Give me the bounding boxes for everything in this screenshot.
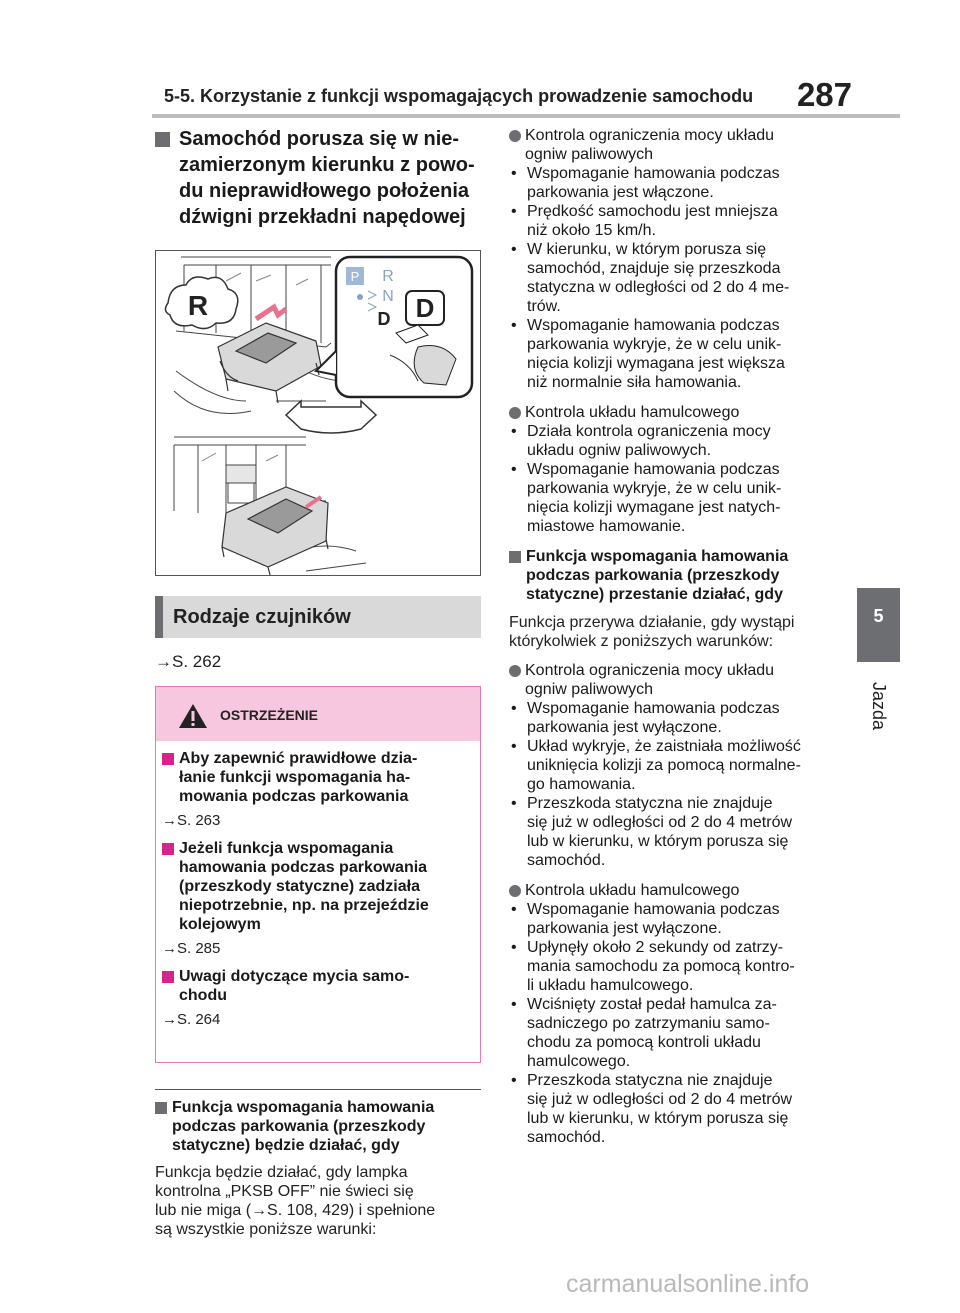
condition-item: [509, 422, 839, 460]
svg-text:D: D: [415, 293, 435, 323]
condition-item: [509, 995, 839, 1071]
bullet-dot-icon: •: [511, 461, 517, 478]
left-column: [155, 126, 481, 1239]
condition-title-line: Kontrola układu hamulcowego: [525, 882, 740, 899]
condition-item-line: parkowania wykryje, że w celu unik-: [527, 480, 782, 497]
condition-item-line: niż około 15 km/h.: [527, 222, 656, 239]
warning-line: mowania podczas parkowania: [179, 788, 409, 805]
motion-arrow-icon: [256, 307, 286, 319]
paragraph-line: są wszystkie poniższe warunki:: [155, 1221, 377, 1238]
condition-title: [509, 126, 839, 164]
condition-group: [509, 126, 839, 392]
condition-item: [509, 316, 839, 392]
subheading-line: statyczne) będzie działać, gdy: [172, 1137, 400, 1154]
svg-text:P: P: [350, 269, 360, 284]
pink-square-icon: [162, 753, 174, 765]
paragraph-line: lub nie miga (→S. 108, 429) i spełnione: [155, 1202, 436, 1219]
bullet-dot-icon: •: [511, 203, 517, 220]
paragraph-line: Funkcja będzie działać, gdy lampka: [155, 1164, 408, 1181]
bullet-dot-icon: •: [511, 423, 517, 440]
condition-title-line: Kontrola układu hamulcowego: [525, 404, 740, 421]
pink-square-icon: [162, 843, 174, 855]
bullet-dot-icon: •: [511, 241, 517, 258]
condition-item-line: trów.: [527, 298, 561, 315]
chapter-tab: 5: [857, 588, 900, 662]
divider: [155, 1089, 481, 1090]
condition-group: [509, 881, 839, 1147]
condition-item-line: parkowania wykryje, że w celu unik-: [527, 336, 782, 353]
condition-item-line: Upłynęły około 2 sekundy od zatrzy-: [527, 939, 784, 956]
bullet-circle-icon: [509, 130, 521, 142]
warning-line: kolejowym: [179, 916, 261, 933]
warning-line: hamowania podczas parkowania: [179, 859, 428, 876]
condition-group: [509, 403, 839, 536]
heading-square-icon: [155, 1102, 167, 1114]
right-column: [509, 126, 839, 1158]
condition-item: [509, 460, 839, 536]
condition-item: [509, 737, 839, 794]
condition-item-line: Wspomaganie hamowania podczas: [527, 901, 780, 918]
subheading-line: Funkcja wspomagania hamowania: [172, 1099, 435, 1116]
condition-item: [509, 240, 839, 316]
car-shift-illustration: [156, 251, 481, 576]
sensor-section-bar: [155, 596, 481, 638]
condition-item-line: niż normalnie siła hamowania.: [527, 374, 742, 391]
warning-triangle-icon: [178, 703, 208, 729]
car-top-shape: [218, 323, 321, 403]
svg-text:R: R: [187, 290, 209, 321]
condition-item-line: parkowania jest wyłączone.: [527, 719, 722, 736]
condition-item: [509, 938, 839, 995]
bullet-dot-icon: •: [511, 996, 517, 1013]
sensor-page-ref: →S. 262: [155, 652, 222, 671]
warning-body: [156, 741, 480, 1062]
warning-ref: →S. 264: [162, 1011, 221, 1028]
condition-item-line: Wspomaganie hamowania podczas: [527, 700, 780, 717]
bullet-dot-icon: •: [511, 939, 517, 956]
condition-item-line: Wciśnięty został pedał hamulca za-: [527, 996, 777, 1013]
condition-item-line: sadniczego po zatrzymaniu samo-: [527, 1015, 770, 1032]
heading-square-icon: [155, 132, 170, 147]
section-heading: [155, 126, 481, 230]
paragraph-line: którykolwiek z poniższych warunków:: [509, 633, 774, 650]
bullet-dot-icon: •: [511, 901, 517, 918]
warning-line: łanie funkcji wspomagania ha-: [179, 769, 411, 786]
warning-line: Jeżeli funkcja wspomagania: [179, 840, 394, 857]
condition-item-line: mania samochodu za pomocą kontro-: [527, 958, 795, 975]
warning-box: [155, 686, 481, 1063]
heading-line: Samochód porusza się w nie-: [179, 128, 460, 150]
subsection-heading: [155, 1098, 481, 1155]
bullet-dot-icon: •: [511, 1072, 517, 1089]
car-bottom-shape: [222, 487, 328, 575]
condition-item: [509, 699, 839, 737]
svg-text:D: D: [377, 309, 391, 329]
warning-title: OSTRZEŻENIE: [220, 707, 319, 723]
warning-item-heading: [162, 749, 474, 806]
condition-title: [509, 881, 839, 900]
bullet-circle-icon: [509, 885, 521, 897]
warning-line: Aby zapewnić prawidłowe dzia-: [179, 750, 418, 767]
condition-item: [509, 1071, 839, 1147]
illustration-figure: [155, 250, 481, 576]
condition-item-line: chodu za pomocą kontroli układu: [527, 1034, 761, 1051]
pink-square-icon: [162, 971, 174, 983]
condition-item-line: Wspomaganie hamowania podczas: [527, 165, 780, 182]
heading-line: du nieprawidłowego położenia: [179, 180, 470, 202]
warning-line: (przeszkody statyczne) zadziała: [179, 878, 420, 895]
condition-item-line: się już w odległości od 2 do 4 metrów: [527, 1091, 793, 1108]
warning-header: [156, 687, 480, 741]
page-number: 287: [796, 76, 852, 113]
condition-item: [509, 202, 839, 240]
svg-text:R: R: [382, 268, 394, 285]
section-title: 5-5. Korzystanie z funkcji wspomagających prowadzenie samochodu: [164, 86, 754, 106]
subheading-line: podczas parkowania (przeszkody: [172, 1118, 426, 1135]
condition-item-line: nięcia kolizji wymagane jest natych-: [527, 499, 781, 516]
condition-item-line: parkowania jest wyłączone.: [527, 920, 722, 937]
chapter-label: [862, 682, 894, 742]
paragraph-line: Funkcja przerywa działanie, gdy wystąpi: [509, 614, 795, 631]
condition-item-line: Działa kontrola ograniczenia mocy: [527, 423, 771, 440]
condition-group: [509, 661, 839, 870]
warning-item-heading: [162, 967, 474, 1005]
condition-item-line: W kierunku, w którym porusza się: [527, 241, 767, 258]
warning-ref: →S. 285: [162, 940, 221, 957]
condition-item-line: miastowe hamowanie.: [527, 518, 686, 535]
bullet-circle-icon: [509, 407, 521, 419]
condition-item-line: Układ wykryje, że zaistniała możliwość: [527, 738, 801, 755]
stop-heading-line: Funkcja wspomagania hamowania: [526, 548, 789, 565]
warning-ref: →S. 263: [162, 812, 221, 829]
warning-line: chodu: [179, 987, 227, 1004]
condition-item: [509, 164, 839, 202]
condition-item-line: statyczna w odległości od 2 do 4 me-: [527, 279, 790, 296]
sensor-section-title: Rodzaje czujników: [173, 606, 351, 628]
condition-title: [509, 661, 839, 699]
condition-item-line: Wspomaganie hamowania podczas: [527, 461, 780, 478]
thought-bubble-icon: [165, 277, 237, 329]
watermark: carmanualsonline.info: [566, 1270, 810, 1298]
bullet-dot-icon: •: [511, 317, 517, 334]
page-header: [152, 78, 852, 116]
condition-item-line: Wspomaganie hamowania podczas: [527, 317, 780, 334]
bullet-dot-icon: •: [511, 795, 517, 812]
condition-item-line: uniknięcia kolizji za pomocą normalne-: [527, 757, 801, 774]
condition-item-line: samochód.: [527, 1129, 606, 1146]
sensor-bar-accent: [155, 596, 163, 638]
heading-line: zamierzonym kierunku z powo-: [179, 154, 475, 176]
condition-item-line: samochód, znajduje się przeszkoda: [527, 260, 781, 277]
stop-heading-line: statyczne) przestanie działać, gdy: [526, 586, 783, 603]
shift-callout: [316, 257, 472, 397]
chapter-label-text: Jazda: [869, 682, 889, 731]
condition-item-line: nięcia kolizji wymagana jest większa: [527, 355, 785, 372]
condition-item-line: się już w odległości od 2 do 4 metrów: [527, 814, 793, 831]
paragraph-line: kontrolna „PKSB OFF” nie świeci się: [155, 1183, 414, 1200]
header-rule: [152, 114, 900, 118]
warning-item-heading: [162, 839, 474, 934]
condition-item: [509, 794, 839, 870]
condition-item-line: Prędkość samochodu jest mniejsza: [527, 203, 778, 220]
condition-item: [509, 900, 839, 938]
down-arrow-icon: [286, 401, 376, 433]
svg-text:N: N: [382, 288, 394, 305]
condition-title-line: ogniw paliwowych: [525, 681, 654, 698]
bullet-dot-icon: •: [511, 738, 517, 755]
condition-item-line: samochód.: [527, 852, 606, 869]
condition-title: [509, 403, 839, 422]
condition-item-line: hamulcowego.: [527, 1053, 631, 1070]
bullet-dot-icon: •: [511, 700, 517, 717]
bullet-dot-icon: •: [511, 165, 517, 182]
condition-title-line: Kontrola ograniczenia mocy układu: [525, 662, 775, 679]
subsection-paragraph: [155, 1163, 481, 1239]
condition-title-line: ogniw paliwowych: [525, 146, 654, 163]
condition-item-line: Przeszkoda statyczna nie znajduje: [527, 795, 773, 812]
stop-paragraph: [509, 613, 839, 651]
condition-item-line: lub w kierunku, w którym porusza się: [527, 1110, 789, 1127]
warning-line: Uwagi dotyczące mycia samo-: [179, 968, 410, 985]
stop-heading: [509, 547, 839, 604]
warning-line: niepotrzebnie, np. na przejeździe: [179, 897, 429, 914]
condition-item-line: parkowania jest włączone.: [527, 184, 714, 201]
condition-item-line: układu ogniw paliwowych.: [527, 442, 712, 459]
condition-item-line: li układu hamulcowego.: [527, 977, 694, 994]
condition-item-line: go hamowania.: [527, 776, 636, 793]
heading-line: dźwigni przekładni napędowej: [179, 206, 466, 228]
condition-item-line: lub w kierunku, w którym porusza się: [527, 833, 789, 850]
bullet-circle-icon: [509, 665, 521, 677]
stop-heading-line: podczas parkowania (przeszkody: [526, 567, 780, 584]
condition-item-line: Przeszkoda statyczna nie znajduje: [527, 1072, 773, 1089]
heading-square-icon: [509, 551, 521, 563]
condition-title-line: Kontrola ograniczenia mocy układu: [525, 127, 775, 144]
